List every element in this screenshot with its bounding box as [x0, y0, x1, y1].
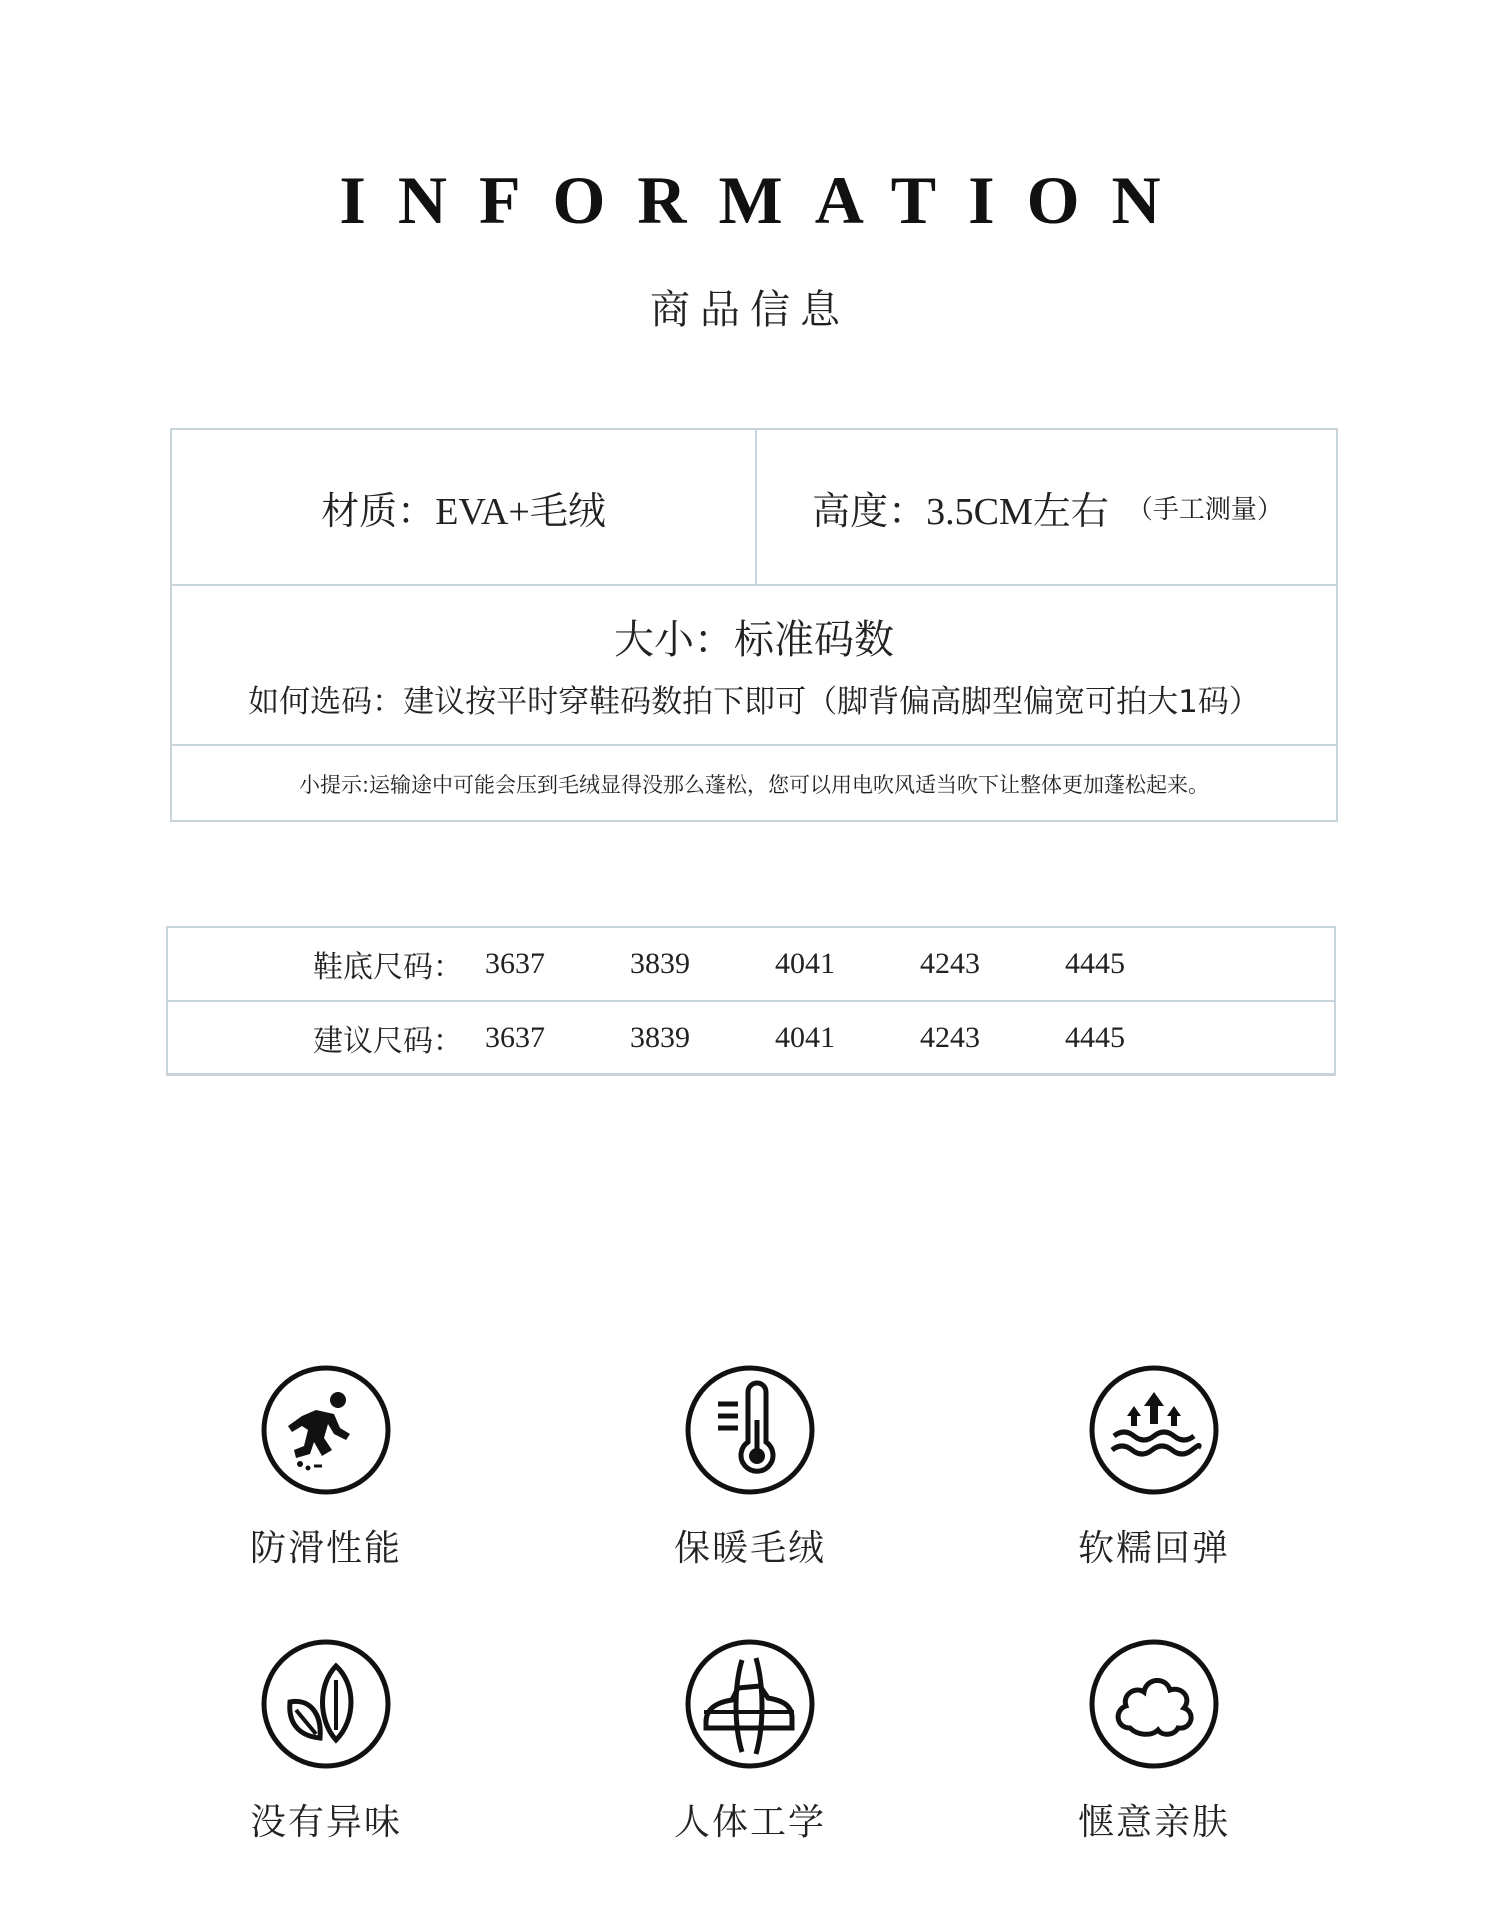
size-value: 4243: [920, 1021, 980, 1054]
feature-warm-plush: [600, 1362, 900, 1571]
size-value: 4041: [775, 1021, 835, 1054]
material-value: EVA+毛绒: [435, 490, 606, 533]
size-value: 3839: [630, 947, 690, 980]
how-to-choose: 如何选码：建议按平时穿鞋码数拍下即可（脚背偏高脚型偏宽可拍大1码）: [248, 684, 1260, 720]
size-value: 3637: [485, 947, 545, 980]
info-row-size: [172, 586, 1336, 746]
cloud-icon: [1086, 1636, 1222, 1772]
info-row-material-height: [172, 430, 1336, 586]
feature-label: 保暖毛绒: [673, 1528, 826, 1569]
size-row-sole: [168, 928, 1334, 1002]
rebound-icon: [1086, 1362, 1222, 1498]
size-value: 4445: [1065, 1021, 1125, 1054]
height-note: （手工测量）: [1126, 494, 1283, 525]
slip-icon: [258, 1362, 394, 1498]
feature-skin-friendly: [1004, 1636, 1304, 1845]
size-row-suggested: [168, 1002, 1334, 1074]
size-table: [166, 926, 1336, 1076]
feature-label: 没有异味: [249, 1802, 402, 1843]
size-value: 4445: [1065, 947, 1125, 980]
size-value: 4243: [920, 947, 980, 980]
feature-anti-slip: [176, 1362, 476, 1571]
feature-label: 惬意亲肤: [1077, 1802, 1230, 1843]
page-title: INFORMATION: [339, 162, 1193, 238]
ergonomic-shoe-icon: [682, 1636, 818, 1772]
height-value: 3.5CM左右: [926, 490, 1109, 533]
height-cell: [757, 430, 1338, 584]
info-table: [170, 428, 1338, 822]
size-value: 4041: [775, 947, 835, 980]
size-row-label: 建议尺码：: [313, 1024, 463, 1059]
size-value: 3637: [485, 1021, 545, 1054]
size-value: 3839: [630, 1021, 690, 1054]
material-cell: [172, 430, 755, 584]
page-subtitle: 商品信息: [650, 287, 850, 333]
size-standard: 大小：标准码数: [614, 617, 894, 663]
shipping-tip: 小提示:运输途中可能会压到毛绒显得没那么蓬松，您可以用电吹风适当吹下让整体更加蓬松起来。: [298, 773, 1210, 797]
size-row-label: 鞋底尺码：: [313, 950, 463, 985]
feature-label: 防滑性能: [249, 1528, 402, 1569]
feature-label: 人体工学: [673, 1802, 826, 1843]
feature-soft-rebound: [1004, 1362, 1304, 1571]
leaf-icon: [258, 1636, 394, 1772]
feature-ergonomic: [600, 1636, 900, 1845]
height-label: 高度：: [812, 488, 927, 533]
thermometer-icon: [682, 1362, 818, 1498]
feature-no-odor: [176, 1636, 476, 1845]
material-label: 材质：: [321, 488, 436, 533]
feature-label: 软糯回弹: [1077, 1528, 1230, 1569]
